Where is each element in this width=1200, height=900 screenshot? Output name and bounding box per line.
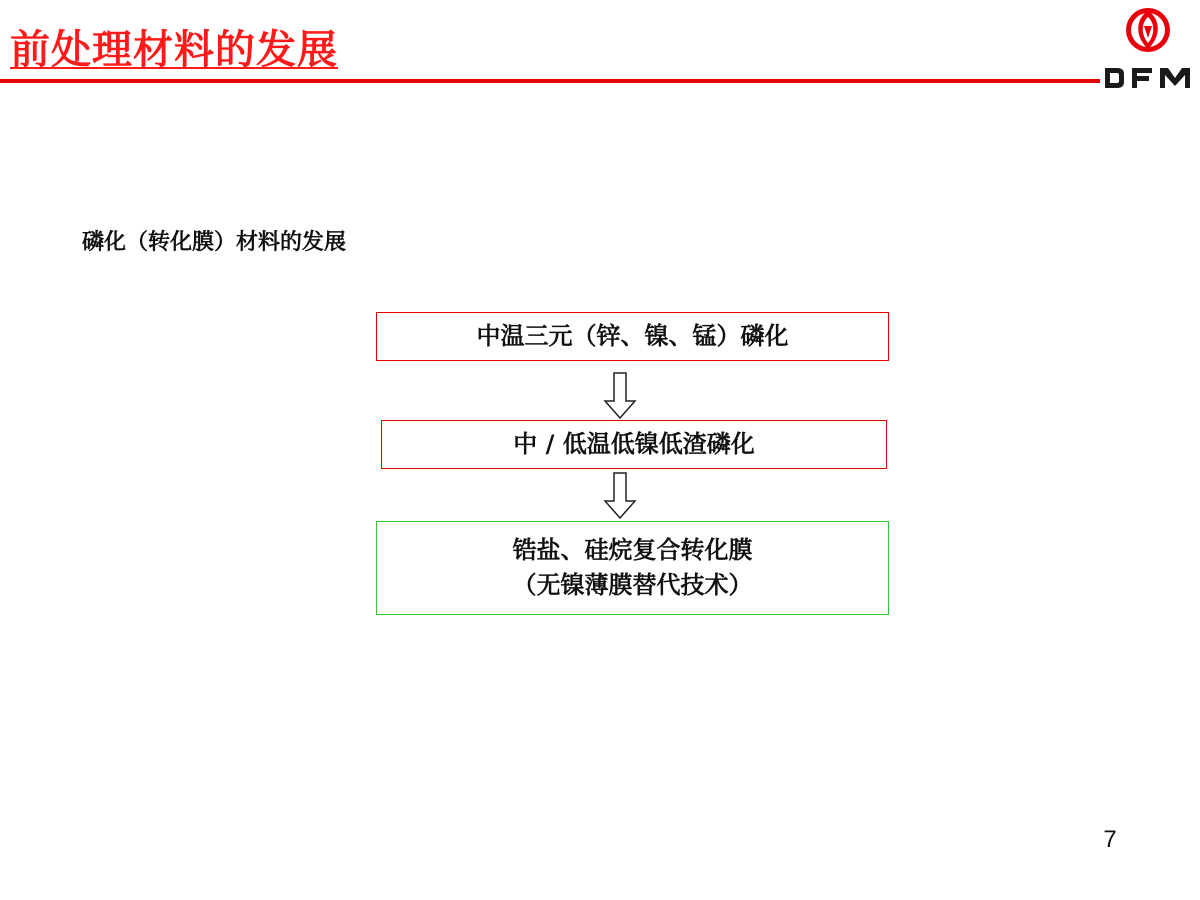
flow-step-3-label: 锆盐、硅烷复合转化膜 xyxy=(512,536,753,565)
flow-step-2 xyxy=(381,420,887,469)
dfm-wordmark xyxy=(1105,68,1190,88)
title-underline-rule xyxy=(0,79,1100,83)
down-arrow-icon xyxy=(603,472,637,520)
flow-step-3-sublabel: （无镍薄膜替代技术） xyxy=(512,571,753,599)
down-arrow-icon xyxy=(603,372,637,420)
page-number: 7 xyxy=(1103,826,1117,853)
flow-step-2-label: 中 / 低温低镍低渣磷化 xyxy=(513,430,755,459)
flow-step-3 xyxy=(376,521,889,615)
dfm-logo-graphic xyxy=(1102,2,1194,94)
flow-step-1 xyxy=(376,312,889,361)
slide-title: 前处理材料的发展 xyxy=(10,27,338,73)
dfm-logo xyxy=(1102,2,1194,94)
section-subtitle: 磷化（转化膜）材料的发展 xyxy=(82,230,347,255)
flow-step-1-label: 中温三元（锌、镍、锰）磷化 xyxy=(476,322,789,351)
dfm-emblem-icon xyxy=(1126,8,1170,52)
